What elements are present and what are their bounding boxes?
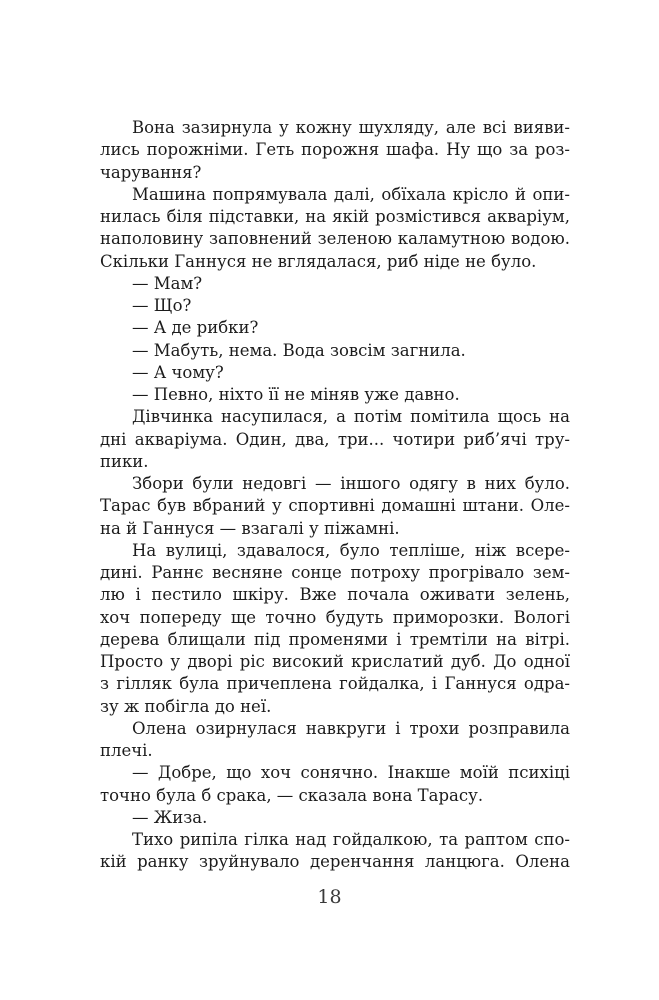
text-line: зу ж побігла до неї. — [100, 696, 272, 716]
text-line: дині. Раннє весняне сонце потроху прогрівало зем- — [100, 563, 570, 582]
text-line: Скільки Ганнуся не вглядалася, риб ніде не було. — [100, 251, 537, 271]
text-line: — А чому? — [132, 362, 224, 382]
text-line: кій ранку зруйнувало деренчання ланцюга. Олена — [100, 852, 570, 872]
text-line: на й Ганнуся — взагалі у піжамні. — [100, 518, 400, 538]
text-line: Просто у дворі ріс високий крислатий дуб. До одної — [100, 652, 570, 671]
text-line: — Мам? — [132, 273, 203, 293]
text-line: чарування? — [100, 162, 202, 182]
text-line: Збори були недовгі — іншого одягу в них було. — [132, 474, 570, 493]
text-line: — Жиза. — [132, 807, 208, 827]
text-line: — Добре, що хоч сонячно. Інакше моїй психіці — [132, 763, 570, 783]
text-line: Вона зазирнула у кожну шухляду, але всі вияви- — [132, 118, 570, 137]
text-line: Машина попрямувала далі, обїхала крісло й опи- — [132, 184, 570, 204]
text-line: На вулиці, здавалося, було тепліше, ніж всере- — [132, 540, 570, 560]
text-line: — А де рибки? — [132, 318, 259, 338]
text-line: дні акваріума. Один, два, три... чотири риб’ячі тру- — [100, 429, 570, 449]
text-line: лись порожніми. Геть порожня шафа. Ну що за роз- — [100, 140, 570, 160]
body-text — [100, 117, 570, 874]
text-line: нилась біля підставки, на якій розмістився акваріум, — [100, 207, 570, 226]
text-line: Олена озирнулася навкруги і трохи розправила — [132, 718, 570, 738]
text-line: хоч попереду ще точно будуть приморозки. Вологі — [100, 607, 570, 627]
text-line: — Певно, ніхто її не міняв уже давно. — [132, 385, 460, 404]
text-line: наполовину заповнений зеленою каламутною водою. — [100, 229, 570, 249]
text-line: Тарас був вбраний у спортивні домашні штани. Оле- — [100, 496, 570, 516]
page-number: 18 — [317, 886, 342, 908]
text-line: Дівчинка насупилася, а потім помітила щось на — [132, 407, 570, 427]
text-line: плечі. — [100, 741, 153, 760]
text-line: Тихо рипіла гілка над гойдалкою, та раптом спо- — [132, 830, 570, 849]
text-line: — Мабуть, нема. Вода зовсім загнила. — [132, 340, 466, 360]
text-line: пики. — [100, 451, 149, 471]
text-line: дерева блищали під променями і тремтіли на вітрі. — [100, 629, 570, 649]
text-line: точно була б срака, — сказала вона Тарасу. — [100, 785, 484, 805]
text-line: лю і пестило шкіру. Вже почала оживати зелень, — [100, 585, 570, 605]
text-line: з гілляк була причеплена гойдалка, і Ганнуся одра- — [100, 674, 570, 694]
text-line: — Що? — [132, 296, 192, 315]
